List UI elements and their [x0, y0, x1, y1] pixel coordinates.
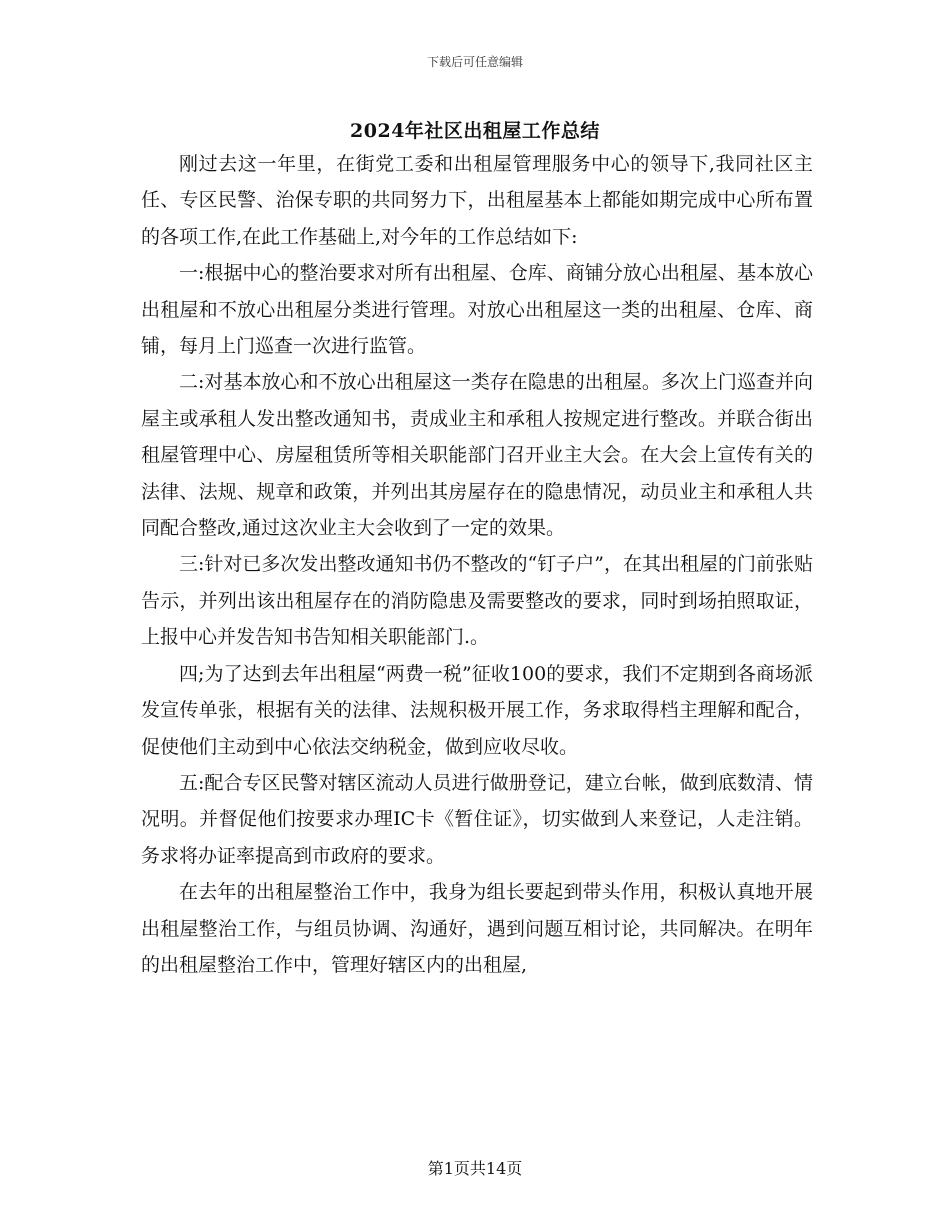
paragraph-item-1: 一:根据中心的整治要求对所有出租屋、仓库、商铺分放心出租屋、基本放心出租屋和不放心出租屋分类进行管理。对放心出租屋这一类的出租屋、仓库、商铺，每月上门巡查一次进行监管。 [141, 262, 813, 358]
paragraph-item-4: 四;为了达到去年出租屋“两费一税”征收100的要求，我们不定期到各商场派发宣传单张，根据有关的法律、法规积极开展工作，务求取得档主理解和配合，促使他们主动到中心依法交纳税金，做到应收尽收。 [141, 662, 813, 758]
header-note: 下载后可任意编辑 [426, 55, 523, 69]
paragraph-closing: 在去年的出租屋整治工作中，我身为组长要起到带头作用，积极认真地开展出租屋整治工作，与组员协调、沟通好，遇到问题互相讨论，共同解决。在明年的出租屋整治工作中，管理好辖区内的出租屋, [141, 881, 813, 976]
document-body [141, 146, 813, 983]
paragraph-item-2: 二:对基本放心和不放心出租屋这一类存在隐患的出租屋。多次上门巡查并向屋主或承租人发出整改通知书，责成业主和承租人按规定进行整改。并联合街出租屋管理中心、房屋租赁所等相关职能部门召开业主大会。在大会上宣传有关的法律、法规、规章和政策，并列出其房屋存在的隐患情况，动员业主和承租人共同配合整改,通过这次业主大会收到了一定的效果。 [141, 371, 813, 540]
paragraph-item-3: 三:针对已多次发出整改通知书仍不整改的“钉子户”，在其出租屋的门前张贴告示，并列出该出租屋存在的消防隐患及需要整改的要求，同时到场拍照取证，上报中心并发告知书告知相关职能部门.。 [141, 553, 813, 649]
paragraph-intro: 刚过去这一年里，在街党工委和出租屋管理服务中心的领导下,我同社区主任、专区民警、治保专职的共同努力下，出租屋基本上都能如期完成中心所布置的各项工作,在此工作基础上,对今年的工作总结如下: [141, 153, 813, 248]
paragraph-item-5: 五:配合专区民警对辖区流动人员进行做册登记，建立台帐，做到底数清、情况明。并督促他们按要求办理IC卡《暂住证》，切实做到人来登记，人走注销。务求将办证率提高到市政府的要求。 [141, 771, 813, 867]
page-footer: 第1页共14页 [427, 1159, 523, 1178]
document-title: 2024年社区出租屋工作总结 [350, 120, 600, 142]
